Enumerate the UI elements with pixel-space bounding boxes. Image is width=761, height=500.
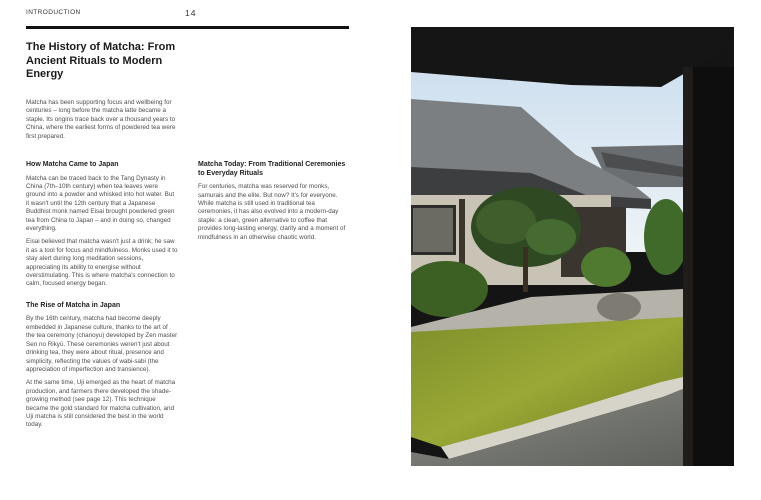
body-paragraph: At the same time, Uji emerged as the heart of matcha production, and farmers there developed the shade-growing method (see page 12). This technique became the gold standard for matcha cultivation, and Uji matcha is still considered the best in the world today. — [26, 379, 176, 429]
temple-courtyard-photo — [411, 27, 734, 466]
text-column-left — [26, 161, 178, 435]
header-rule — [26, 26, 349, 29]
page-title: The History of Matcha: From Ancient Rituals to Modern Energy — [26, 41, 176, 81]
intro-paragraph: Matcha has been supporting focus and wellbeing for centuries – long before the matcha latte became a staple. Its origins trace back over a thousand years to China, where the earliest forms of powdered tea were first prepared. — [26, 99, 176, 140]
section-heading: How Matcha Came to Japan — [26, 161, 119, 168]
running-head: INTRODUCTION — [26, 9, 81, 16]
left-page — [0, 0, 380, 500]
body-paragraph: By the 16th century, matcha had become deeply embedded in Japanese culture, thanks to the art of the tea ceremony (chanoyu) developed by Zen master Sen no Rikyū. These ceremonies weren't just about drinking tea, they were about ritual, presence and simplicity, reflecting the values of wabi-sabi (the appreciation of imperfection and transience). — [26, 315, 178, 373]
body-paragraph: Matcha can be traced back to the Tang Dynasty in China (7th–10th century) when tea leaves were ground into a powder and whisked into hot water. But it wasn't until the 12th century that a Japanese Buddhist monk named Eisai brought powdered green tea from China to Japan – and in doing so, changed everything. — [26, 174, 175, 233]
section-heading: The Rise of Matcha in Japan — [26, 301, 121, 309]
page-number: 14 — [185, 8, 197, 18]
body-paragraph: For centuries, matcha was reserved for monks, samurais and the elite. But now? It's for everyone. While matcha is still used in traditional tea ceremonies, it has also evolved into a modern-day staple: a clean, green alternative to coffee that provides long-lasting energy, clarity and a moment of mindfulness in an otherwise chaotic world. — [198, 183, 346, 241]
section-heading: Matcha Today: From Traditional Ceremonies to Everyday Rituals — [198, 161, 346, 177]
text-column-right — [198, 161, 350, 247]
body-paragraph: Eisai believed that matcha wasn't just a drink; he saw it as a tool for focus and mindfulness. Monks used it to stay alert during long meditation sessions, appreciating its ability to energise without overstimulating. This is where matcha's connection to calm, focused energy began. — [26, 238, 178, 288]
